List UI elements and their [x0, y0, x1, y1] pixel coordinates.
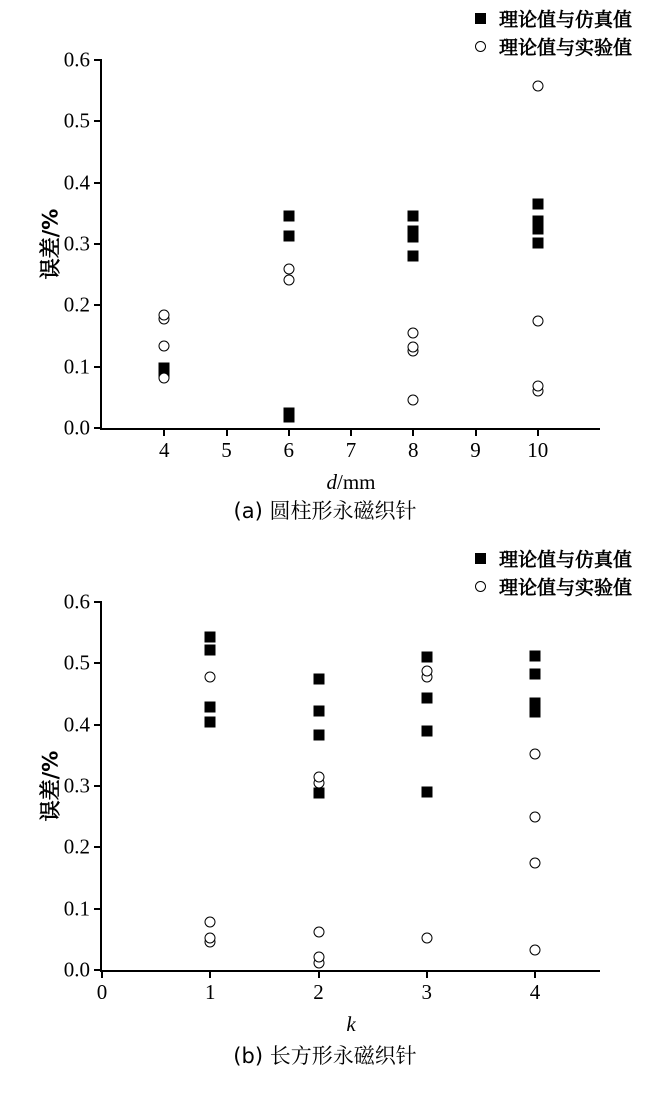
- data-point: [408, 395, 419, 406]
- y-axis-title: 误差/%: [38, 750, 63, 822]
- data-point: [408, 251, 419, 262]
- plot-area-a: [38, 47, 600, 494]
- x-axis-tick: [163, 428, 165, 436]
- data-point: [408, 327, 419, 338]
- x-axis-tick-label: 3: [421, 980, 433, 1004]
- x-axis-tick-label: 2: [313, 980, 324, 1004]
- plot-area-b: [38, 589, 600, 1036]
- filled-square-icon: [473, 13, 489, 24]
- data-point: [159, 341, 170, 352]
- data-point: [313, 673, 324, 684]
- x-axis-title: d/mm: [326, 470, 376, 494]
- x-axis-tick-label: 4: [529, 980, 541, 1004]
- y-axis-tick-label: 0.3: [63, 231, 90, 256]
- x-axis-tick: [288, 428, 290, 436]
- legend-item-simulation: [473, 546, 632, 570]
- legend-b: [473, 546, 632, 598]
- y-axis-tick: [94, 785, 102, 787]
- y-axis-tick-label: 0.1: [63, 896, 90, 921]
- y-axis-tick: [94, 120, 102, 122]
- data-point: [530, 650, 541, 661]
- x-axis-tick-label: 4: [159, 438, 170, 462]
- data-point: [408, 342, 419, 353]
- x-axis-tick-label: 10: [527, 438, 549, 462]
- x-axis-tick-label: 6: [283, 438, 294, 462]
- x-axis-tick: [426, 970, 428, 978]
- data-point: [408, 211, 419, 222]
- y-axis-tick-label: 0.6: [63, 589, 90, 614]
- data-point: [313, 951, 324, 962]
- x-axis-title: k: [346, 1012, 356, 1036]
- y-axis-tick-label: 0.3: [63, 773, 90, 798]
- figure-b: [0, 540, 650, 1095]
- legend-label: 理论值与实验值: [498, 576, 632, 599]
- y-axis-tick-label: 0.2: [63, 292, 90, 317]
- figure-a: [0, 0, 650, 540]
- x-axis-tick: [412, 428, 414, 436]
- data-point: [205, 672, 216, 683]
- data-point: [283, 274, 294, 285]
- data-point: [408, 225, 419, 236]
- data-point: [532, 216, 543, 227]
- x-axis-tick-label: 1: [205, 980, 216, 1004]
- data-point: [205, 702, 216, 713]
- y-axis-tick-label: 0.4: [63, 170, 90, 195]
- data-point: [421, 787, 432, 798]
- legend-item-experiment: [473, 34, 632, 58]
- data-point: [313, 706, 324, 717]
- y-axis-tick-label: 0.0: [63, 415, 90, 440]
- x-axis-tick: [350, 428, 352, 436]
- y-axis-tick: [94, 662, 102, 664]
- y-axis-tick-label: 0.4: [63, 712, 90, 737]
- data-point: [283, 231, 294, 242]
- data-point: [313, 926, 324, 937]
- data-point: [421, 666, 432, 677]
- legend-a: [473, 6, 632, 58]
- data-point: [530, 945, 541, 956]
- data-point: [205, 716, 216, 727]
- legend-label: 理论值与仿真值: [498, 8, 632, 31]
- caption-b: (b) 长方形永磁织针: [233, 1044, 417, 1068]
- data-point: [421, 933, 432, 944]
- data-point: [313, 771, 324, 782]
- data-point: [421, 725, 432, 736]
- x-axis-tick-label: 5: [221, 438, 232, 462]
- y-axis-tick-label: 0.5: [63, 650, 90, 675]
- data-point: [313, 788, 324, 799]
- y-axis-tick-label: 0.6: [63, 47, 90, 72]
- x-axis-tick: [537, 428, 539, 436]
- data-point: [532, 381, 543, 392]
- data-point: [530, 698, 541, 709]
- x-axis-tick-label: 9: [470, 438, 481, 462]
- data-point: [159, 372, 170, 383]
- data-point: [283, 407, 294, 418]
- data-point: [532, 199, 543, 210]
- y-axis-tick: [94, 969, 102, 971]
- filled-square-icon: [473, 553, 489, 564]
- data-point: [530, 749, 541, 760]
- x-axis-tick-label: 0: [96, 980, 108, 1004]
- y-axis-tick-label: 0.1: [63, 354, 90, 379]
- y-axis-tick: [94, 366, 102, 368]
- legend-item-experiment: [473, 574, 632, 598]
- data-point: [532, 80, 543, 91]
- data-point: [283, 263, 294, 274]
- data-point: [421, 652, 432, 663]
- data-point: [532, 315, 543, 326]
- x-axis-tick-label: 8: [408, 438, 419, 462]
- y-axis-tick: [94, 243, 102, 245]
- data-point: [205, 933, 216, 944]
- data-point: [283, 211, 294, 222]
- legend-item-simulation: [473, 6, 632, 30]
- y-axis-tick: [94, 724, 102, 726]
- data-point: [205, 917, 216, 928]
- x-axis-tick-label: 7: [345, 438, 357, 462]
- x-axis-tick: [226, 428, 228, 436]
- data-point: [530, 811, 541, 822]
- legend-label: 理论值与实验值: [498, 36, 632, 59]
- x-axis-tick: [534, 970, 536, 978]
- data-point: [159, 309, 170, 320]
- data-point: [421, 693, 432, 704]
- y-axis-tick: [94, 182, 102, 184]
- legend-label: 理论值与仿真值: [498, 548, 632, 571]
- data-point: [530, 857, 541, 868]
- y-axis-tick-label: 0.5: [63, 108, 90, 133]
- data-point: [313, 730, 324, 741]
- data-point: [530, 669, 541, 680]
- caption-a: (a) 圆柱形永磁织针: [233, 499, 417, 523]
- y-axis-tick: [94, 427, 102, 429]
- open-circle-icon: [473, 41, 489, 52]
- open-circle-icon: [473, 581, 489, 592]
- y-axis-tick: [94, 846, 102, 848]
- x-axis-tick: [101, 970, 103, 978]
- y-axis-tick: [94, 304, 102, 306]
- x-axis-tick: [475, 428, 477, 436]
- y-axis-title: 误差/%: [38, 208, 63, 280]
- y-axis-tick-label: 0.2: [63, 834, 90, 859]
- y-axis-tick: [94, 59, 102, 61]
- x-axis-tick: [209, 970, 211, 978]
- y-axis-tick-label: 0.0: [63, 957, 90, 982]
- data-point: [205, 631, 216, 642]
- data-point: [205, 644, 216, 655]
- data-point: [532, 237, 543, 248]
- y-axis-tick: [94, 908, 102, 910]
- y-axis-tick: [94, 601, 102, 603]
- x-axis-tick: [318, 970, 320, 978]
